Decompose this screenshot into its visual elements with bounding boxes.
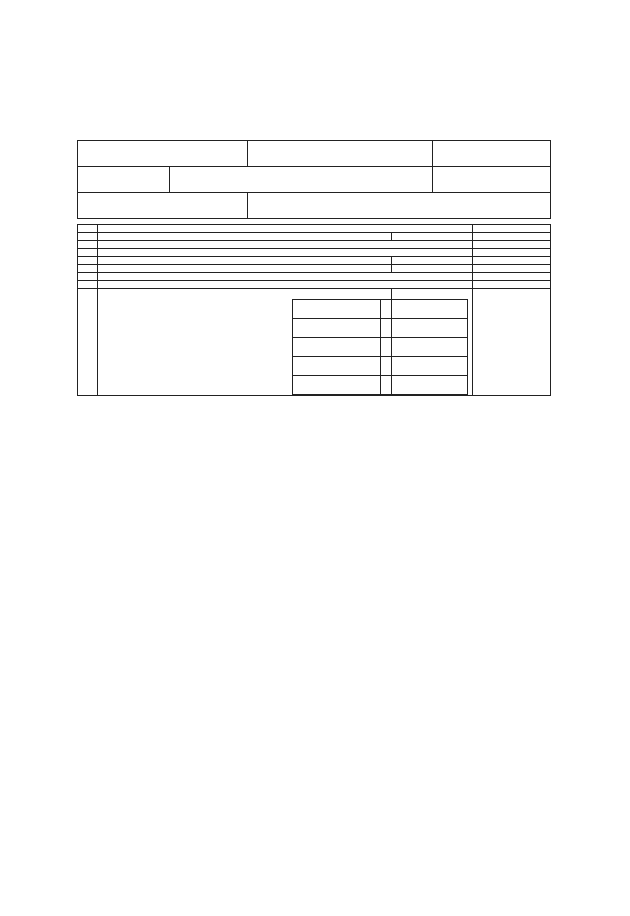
question-row (78, 225, 551, 233)
question-row (78, 265, 551, 273)
question-row (78, 273, 551, 281)
question-score (473, 265, 551, 273)
question-number (78, 241, 98, 249)
question-number (78, 249, 98, 257)
question-number (78, 281, 98, 289)
vegetable-answer-grid (392, 289, 473, 396)
question-score (473, 249, 551, 257)
question-number (78, 265, 98, 273)
age-field (433, 141, 551, 167)
question-score (473, 257, 551, 265)
vegetable-answer-cell[interactable] (380, 319, 468, 338)
question-text (98, 225, 473, 233)
name-field (78, 141, 248, 167)
education-field (170, 167, 433, 193)
vegetable-answer-cell[interactable] (380, 338, 468, 357)
vegetable-answer-cell[interactable] (293, 357, 381, 376)
question-answers (392, 257, 473, 265)
question-text (98, 281, 473, 289)
question-number (78, 225, 98, 233)
question-score (473, 225, 551, 233)
question-answers (392, 233, 473, 241)
question-number (78, 233, 98, 241)
question-row (78, 241, 551, 249)
question-score (473, 289, 551, 396)
question-score (473, 281, 551, 289)
place-field (433, 167, 551, 193)
question-row (78, 257, 551, 265)
sex-field (78, 167, 170, 193)
question-text (98, 233, 392, 241)
vegetable-answer-cell[interactable] (380, 300, 468, 319)
remarks-field (248, 193, 551, 219)
vegetable-answer-cell[interactable] (293, 319, 381, 338)
question-text (98, 257, 392, 265)
question-answers (392, 265, 473, 273)
question-score (473, 233, 551, 241)
vegetable-answer-cell[interactable] (380, 376, 468, 395)
vegetable-answer-cell[interactable] (293, 338, 381, 357)
question-text (98, 273, 473, 281)
birthdate-field (248, 141, 433, 167)
diag-field (78, 193, 248, 219)
question-text (98, 241, 473, 249)
question-row (78, 281, 551, 289)
question-number (78, 273, 98, 281)
question-row (78, 233, 551, 241)
patient-info-table (77, 140, 551, 219)
vegetable-answer-cell[interactable] (293, 300, 381, 319)
question-score (473, 241, 551, 249)
question-row (78, 289, 551, 396)
vegetable-answer-cell[interactable] (293, 376, 381, 395)
question-row (78, 249, 551, 257)
vegetable-answer-cell[interactable] (380, 357, 468, 376)
question-number (78, 289, 98, 396)
question-score (473, 273, 551, 281)
question-text (98, 249, 473, 257)
questions-table (77, 224, 551, 396)
question-text (98, 265, 392, 273)
question-number (78, 257, 98, 265)
